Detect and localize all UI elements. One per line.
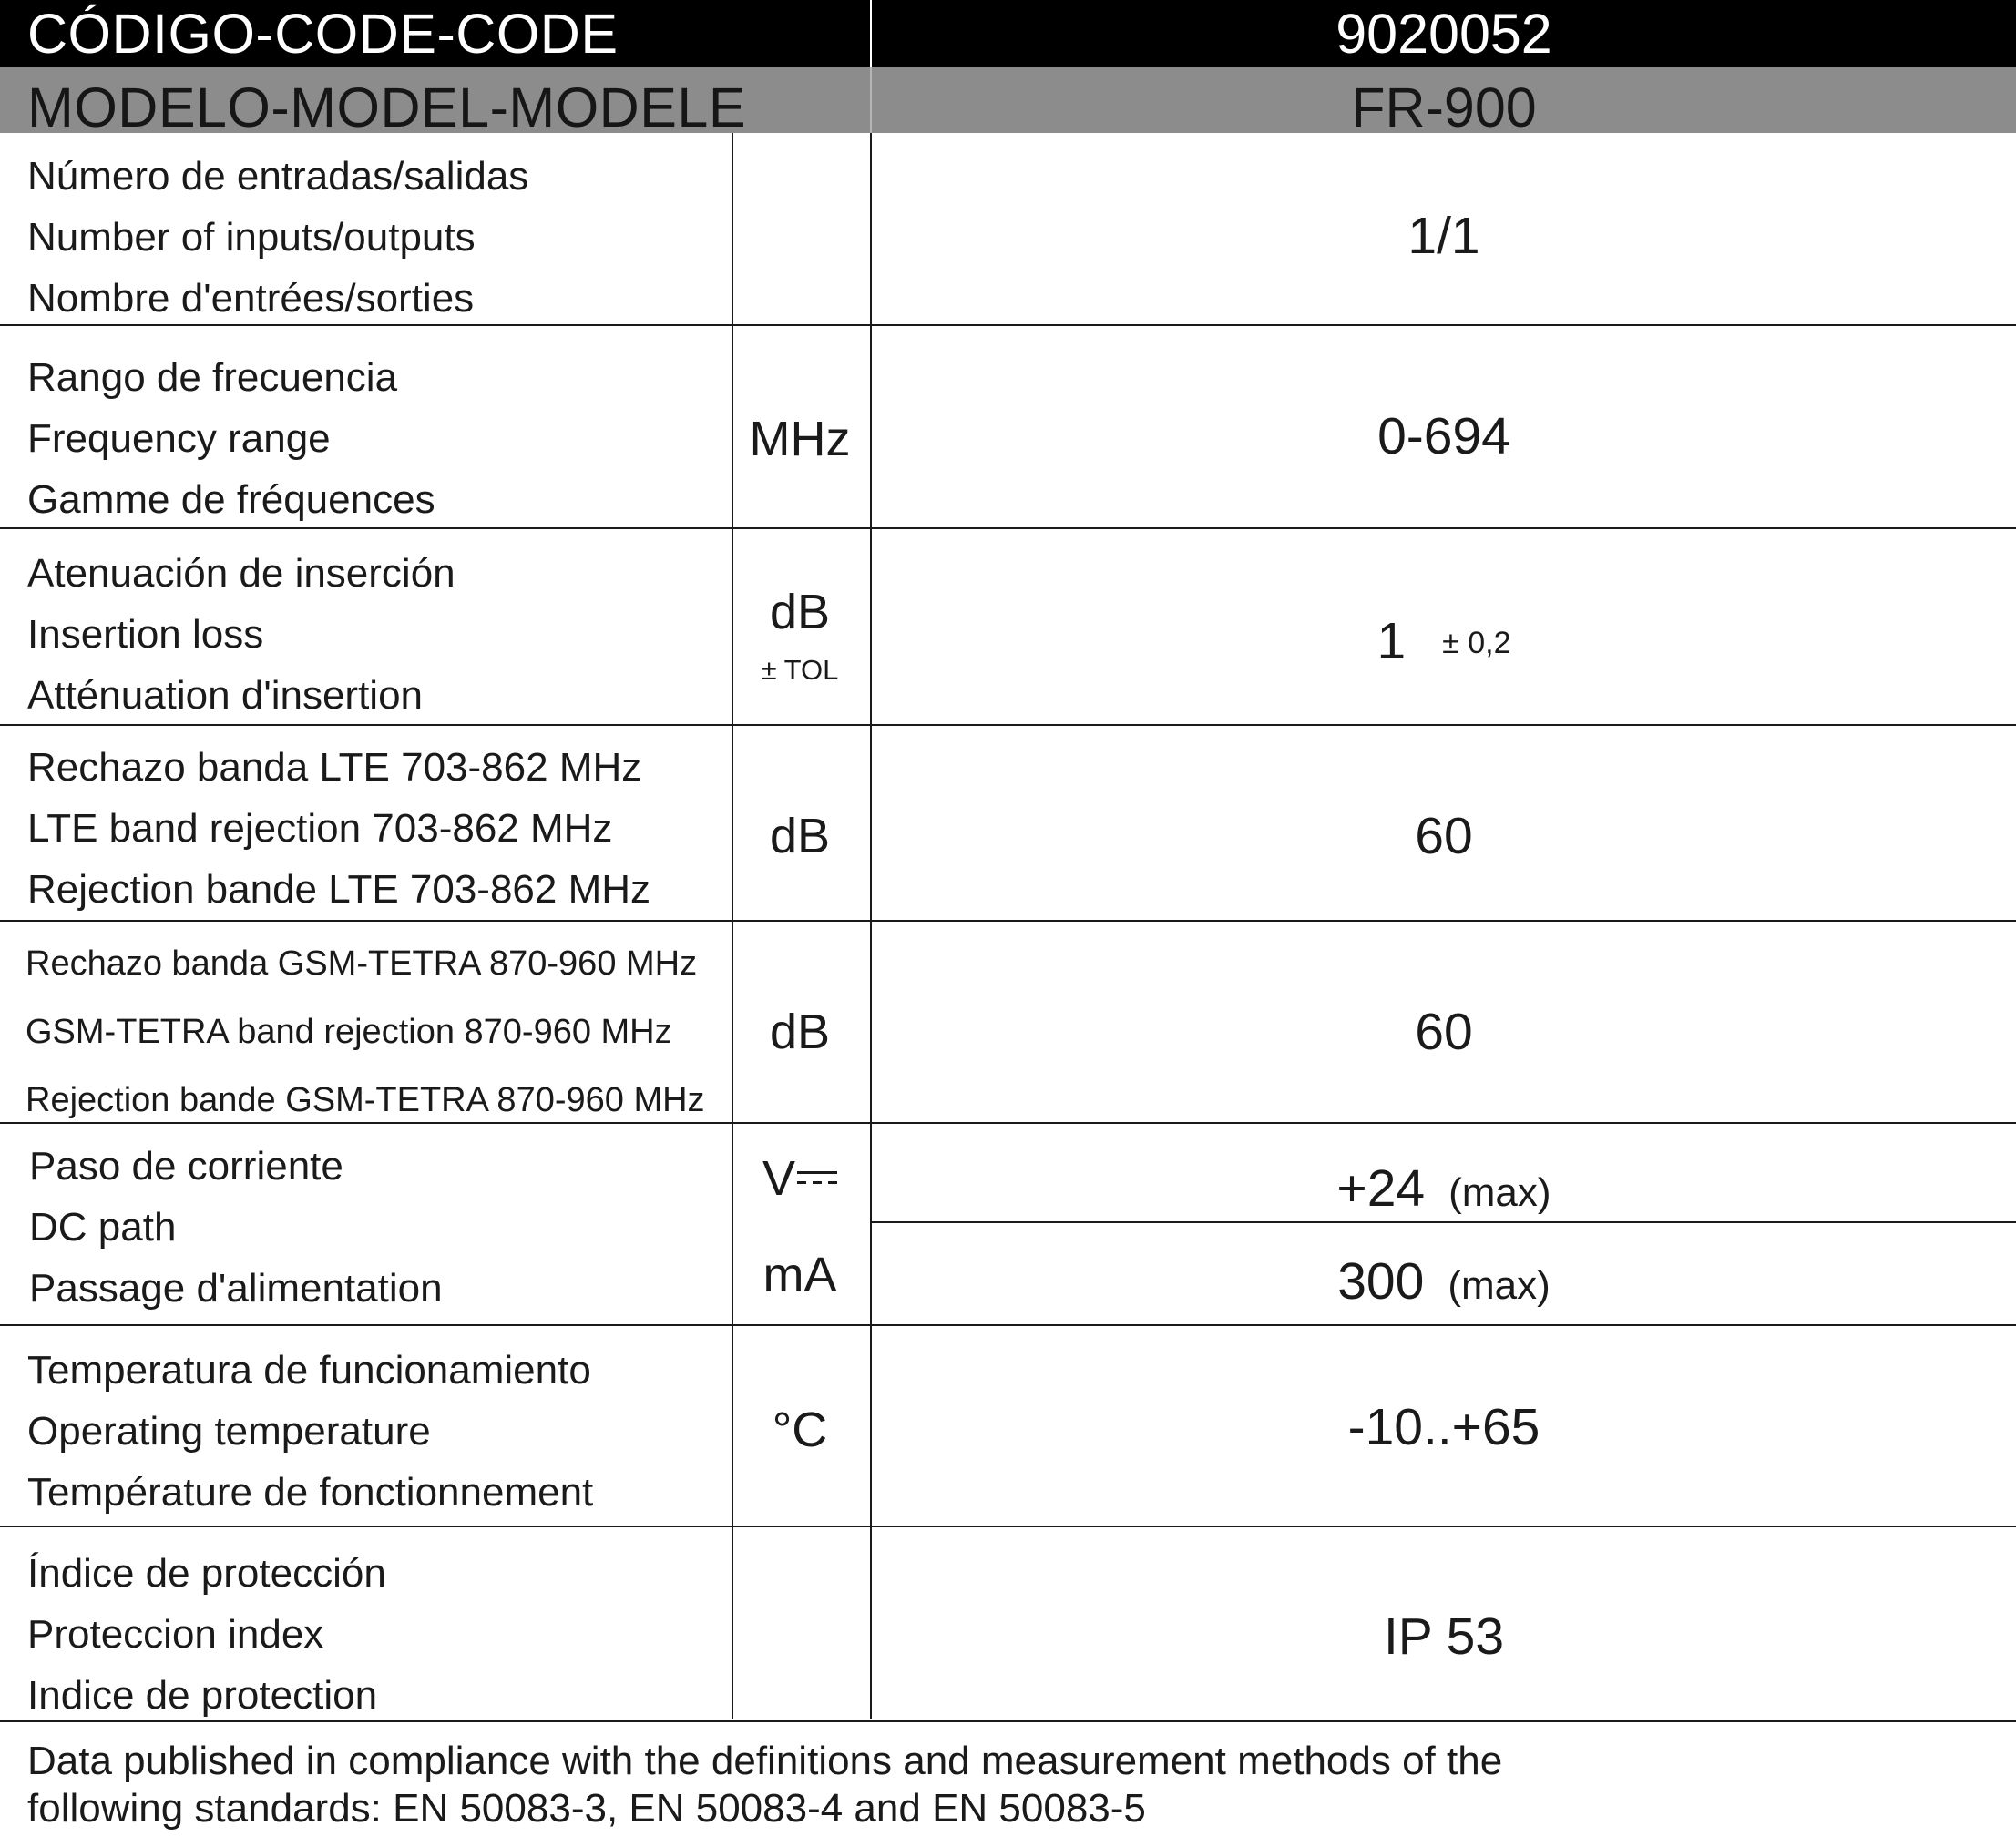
label-es: Paso de corriente bbox=[29, 1144, 343, 1189]
voltage-value: +24 bbox=[1336, 1159, 1426, 1218]
label-es: Temperatura de funcionamiento bbox=[27, 1348, 591, 1393]
value-column-divider bbox=[870, 133, 872, 1719]
unit-tolerance: ± TOL bbox=[761, 654, 839, 686]
label-fr: Rejection bande GSM-TETRA 870-960 MHz bbox=[26, 1081, 705, 1119]
label-en: Number of inputs/outputs bbox=[27, 215, 476, 260]
code-label: CÓDIGO-CODE-CODE bbox=[27, 3, 619, 65]
row-lte-rejection-label bbox=[27, 737, 650, 920]
label-es: Rechazo banda GSM-TETRA 870-960 MHz bbox=[26, 944, 698, 983]
row-operating-temperature-unit: °C bbox=[772, 1403, 828, 1457]
label-fr: Atténuation d'insertion bbox=[27, 673, 424, 718]
label-es: Atenuación de inserción bbox=[27, 551, 455, 596]
dc-symbol-icon bbox=[797, 1169, 837, 1186]
label-fr: Température de fonctionnement bbox=[27, 1470, 594, 1515]
row-frequency-range-label bbox=[27, 347, 435, 530]
current-note: (max) bbox=[1448, 1263, 1550, 1308]
compliance-note bbox=[27, 1738, 1995, 1832]
label-es: Rango de frecuencia bbox=[27, 355, 398, 400]
label-en: Operating temperature bbox=[27, 1409, 431, 1454]
row-insertion-loss-label bbox=[27, 543, 455, 726]
compliance-note-line-1: Data published in compliance with the definitions and measurement methods of the bbox=[27, 1739, 1503, 1783]
code-header-row bbox=[0, 0, 2016, 67]
row-dc-current-unit: mA bbox=[762, 1248, 837, 1302]
voltage-unit: V bbox=[762, 1151, 796, 1206]
model-header-row bbox=[0, 67, 2016, 133]
unit-column-divider bbox=[732, 133, 733, 1719]
label-en: LTE band rejection 703-862 MHz bbox=[27, 806, 613, 851]
compliance-note-line-2: following standards: EN 50083-3, EN 50083-4 and EN 50083-5 bbox=[27, 1786, 1146, 1831]
row-insertion-loss-value bbox=[872, 611, 2016, 673]
row-inputs-outputs-value: 1/1 bbox=[1407, 207, 1480, 265]
row-operating-temperature-value: -10..+65 bbox=[1347, 1398, 1540, 1456]
row-dc-path-label bbox=[29, 1136, 443, 1319]
row-gsm-tetra-rejection-value: 60 bbox=[1415, 1003, 1473, 1061]
label-en: Proteccion index bbox=[27, 1612, 324, 1657]
model-value: FR-900 bbox=[1351, 77, 1537, 133]
row-lte-rejection-unit: dB bbox=[769, 809, 831, 863]
label-es: Rechazo banda LTE 703-862 MHz bbox=[27, 745, 642, 790]
label-es: Número de entradas/salidas bbox=[27, 154, 529, 199]
row-dc-current-value bbox=[872, 1251, 2016, 1316]
label-fr: Rejection bande LTE 703-862 MHz bbox=[27, 867, 651, 912]
row-divider bbox=[0, 1324, 2016, 1326]
label-es: Índice de protección bbox=[27, 1551, 386, 1596]
row-gsm-tetra-rejection-label bbox=[26, 930, 705, 1135]
voltage-note: (max) bbox=[1448, 1170, 1551, 1215]
row-gsm-tetra-rejection-unit: dB bbox=[769, 1005, 831, 1059]
row-operating-temperature-label bbox=[27, 1340, 593, 1523]
row-protection-index-label bbox=[27, 1543, 386, 1726]
label-en: GSM-TETRA band rejection 870-960 MHz bbox=[26, 1013, 672, 1051]
row-frequency-range-value: 0-694 bbox=[1377, 407, 1510, 465]
insertion-loss-tolerance: ± 0,2 bbox=[1442, 626, 1511, 660]
row-divider bbox=[0, 920, 2016, 922]
label-fr: Passage d'alimentation bbox=[29, 1266, 443, 1311]
row-protection-index-value: IP 53 bbox=[1383, 1607, 1505, 1666]
unit-db: dB bbox=[769, 585, 831, 639]
row-dc-voltage-value bbox=[872, 1158, 2016, 1223]
row-insertion-loss-unit bbox=[732, 585, 867, 698]
current-value: 300 bbox=[1337, 1252, 1425, 1311]
label-fr: Indice de protection bbox=[27, 1673, 378, 1718]
label-en: Insertion loss bbox=[27, 612, 264, 657]
label-en: DC path bbox=[29, 1205, 177, 1250]
row-lte-rejection-value: 60 bbox=[1415, 807, 1473, 865]
row-dc-voltage-unit bbox=[732, 1151, 867, 1206]
header-divider-model bbox=[870, 67, 872, 133]
label-en: Frequency range bbox=[27, 416, 331, 461]
row-inputs-outputs-label bbox=[27, 146, 528, 329]
label-fr: Nombre d'entrées/sorties bbox=[27, 276, 475, 321]
label-fr: Gamme de fréquences bbox=[27, 477, 435, 522]
insertion-loss-value: 1 bbox=[1376, 612, 1407, 670]
code-value: 9020052 bbox=[1335, 3, 1552, 65]
model-label: MODELO-MODEL-MODELE bbox=[27, 77, 747, 133]
row-frequency-range-unit: MHz bbox=[749, 412, 851, 466]
row-divider bbox=[0, 1526, 2016, 1527]
